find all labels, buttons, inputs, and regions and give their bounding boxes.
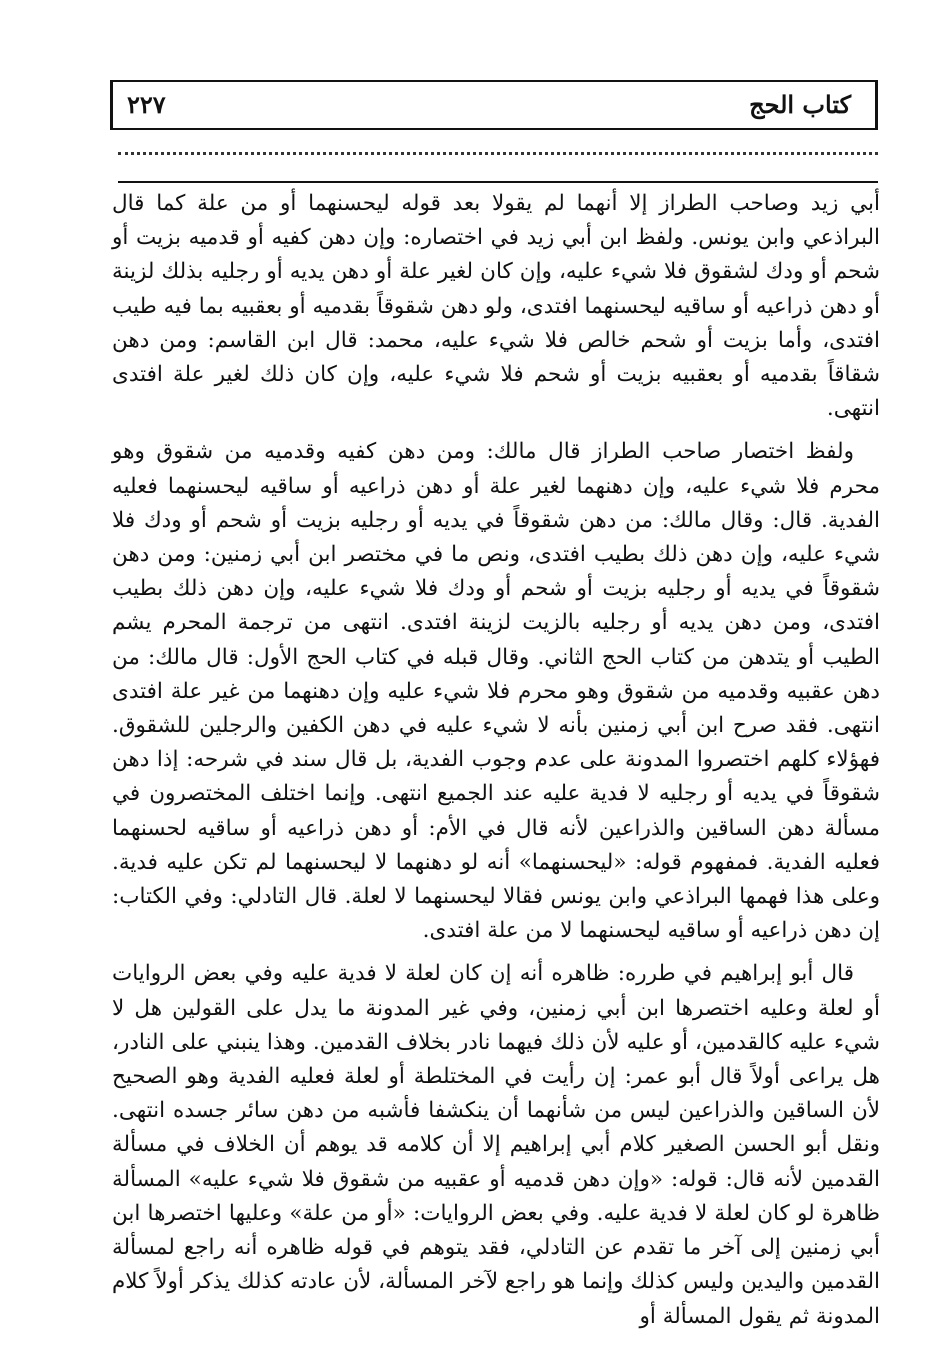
- paragraph: أبي زيد وصاحب الطراز إلا أنهما لم يقولا بعد قوله ليحسنهما أو من علة كما قال البراذعي وابن يونس. ولفظ ابن أبي زيد في اختصاره: وإن دهن كفيه أو قدميه بزيت أو شحم أو ودك لشقوق فلا شيء عليه، وإن كان لغير علة أو دهن يديه أو رجليه بذلك لزينة أو دهن ذراعيه أو ساقيه ليحسنهما افتدى، ولو دهن شقوقاً بقدميه أو بعقبيه بما فيه طيب افتدى، وأما بزيت أو شحم خالص فلا شيء عليه، محمد: قال ابن القاسم: ومن دهن شقاقاً بقدميه أو بعقبيه بزيت أو شحم فلا شيء عليه، وإن كان ذلك لغير علة افتدى انتهى.: [112, 191, 880, 422]
- running-header: [110, 80, 878, 130]
- chapter-title: كتاب الحج: [749, 90, 851, 119]
- body-text: [112, 187, 880, 1334]
- dotted-separator: [118, 152, 878, 155]
- page-number: ٢٢٧: [127, 90, 166, 119]
- paragraph: ولفظ اختصار صاحب الطراز قال مالك: ومن دهن كفيه وقدميه من شقوق وهو محرم فلا شيء عليه، وإن دهنهما لغير علة أو دهن ذراعيه أو ساقيه ليحسنهما فعليه الفدية. قال: وقال مالك: من دهن شقوقاً في يديه أو رجليه بزيت أو شحم أو ودك فلا شيء عليه، وإن دهن ذلك بطيب افتدى، ونص ما في مختصر ابن أبي زمنين: ومن دهن شقوقاً في يديه أو رجليه بزيت أو شحم أو ودك فلا شيء عليه، وإن دهن ذلك بطيب افتدى، ومن دهن يديه أو رجليه بالزيت لزينة افتدى. انتهى من ترجمة المحرم يشم الطيب أو يتدهن من كتاب الحج الثاني. وقال قبله في كتاب الحج الأول: قال مالك: من دهن عقبيه وقدميه من شقوق وهو محرم فلا شيء عليه وإن دهنهما من غير علة افتدى انتهى. فقد صرح ابن أبي زمنين بأنه لا شيء عليه في دهن الكفين والرجلين للشقوق. فهؤلاء كلهم اختصروا المدونة على عدم وجوب الفدية، بل قال سند في شرحه: إذا دهن شقوقاً في يديه أو رجليه لا فدية عليه عند الجميع انتهى. وإنما اختلف المختصرون في مسألة دهن الساقين والذراعين لأنه قال في الأم: أو دهن ذراعيه أو ساقيه لحسنهما فعليه الفدية. فمفهوم قوله: «ليحسنهما» أنه لو دهنهما لا ليحسنهما لم تكن عليه فدية. وعلى هذا فهمها البراذعي وابن يونس فقالا ليحسنهما لا لعلة. قال التادلي: وفي الكتاب: إن دهن ذراعيه أو ساقيه ليحسنهما لا من علة افتدى.: [112, 439, 880, 944]
- header-rule: [118, 181, 878, 183]
- paragraph: قال أبو إبراهيم في طرره: ظاهره أنه إن كان لعلة لا فدية عليه وفي بعض الروايات أو لعلة وعليه اختصرها ابن أبي زمنين، وفي غير المدونة ما يدل على القولين هل لا شيء عليه كالقدمين، أو عليه لأن ذلك فيهما نادر بخلاف القدمين. وهذا ينبني على النادر، هل يراعى أولاً قال أبو عمر: إن رأيت في المختلطة أو لعلة فعليه الفدية وهو الصحيح لأن الساقين والذراعين ليس من شأنهما أن ينكشفا فأشبه من دهن سائر جسده انتهى. ونقل أبو الحسن الصغير كلام أبي إبراهيم إلا أن كلامه قد يوهم أن الخلاف في مسألة القدمين لأنه قال: قوله: «وإن دهن قدميه أو عقبيه من شقوق فلا شيء عليه» المسألة ظاهرة لو كان لعلة لا فدية عليه. وفي بعض الروايات: «أو من علة» وعليها اختصرها ابن أبي زمنين إلى آخر ما تقدم عن التادلي، فقد يتوهم في قوله ظاهره أنه راجع لمسألة القدمين واليدين وليس كذلك وإنما هو راجع لآخر المسألة، لأن عادته كذلك يذكر أولاً كلام المدونة ثم يقول المسألة أو: [112, 961, 880, 1329]
